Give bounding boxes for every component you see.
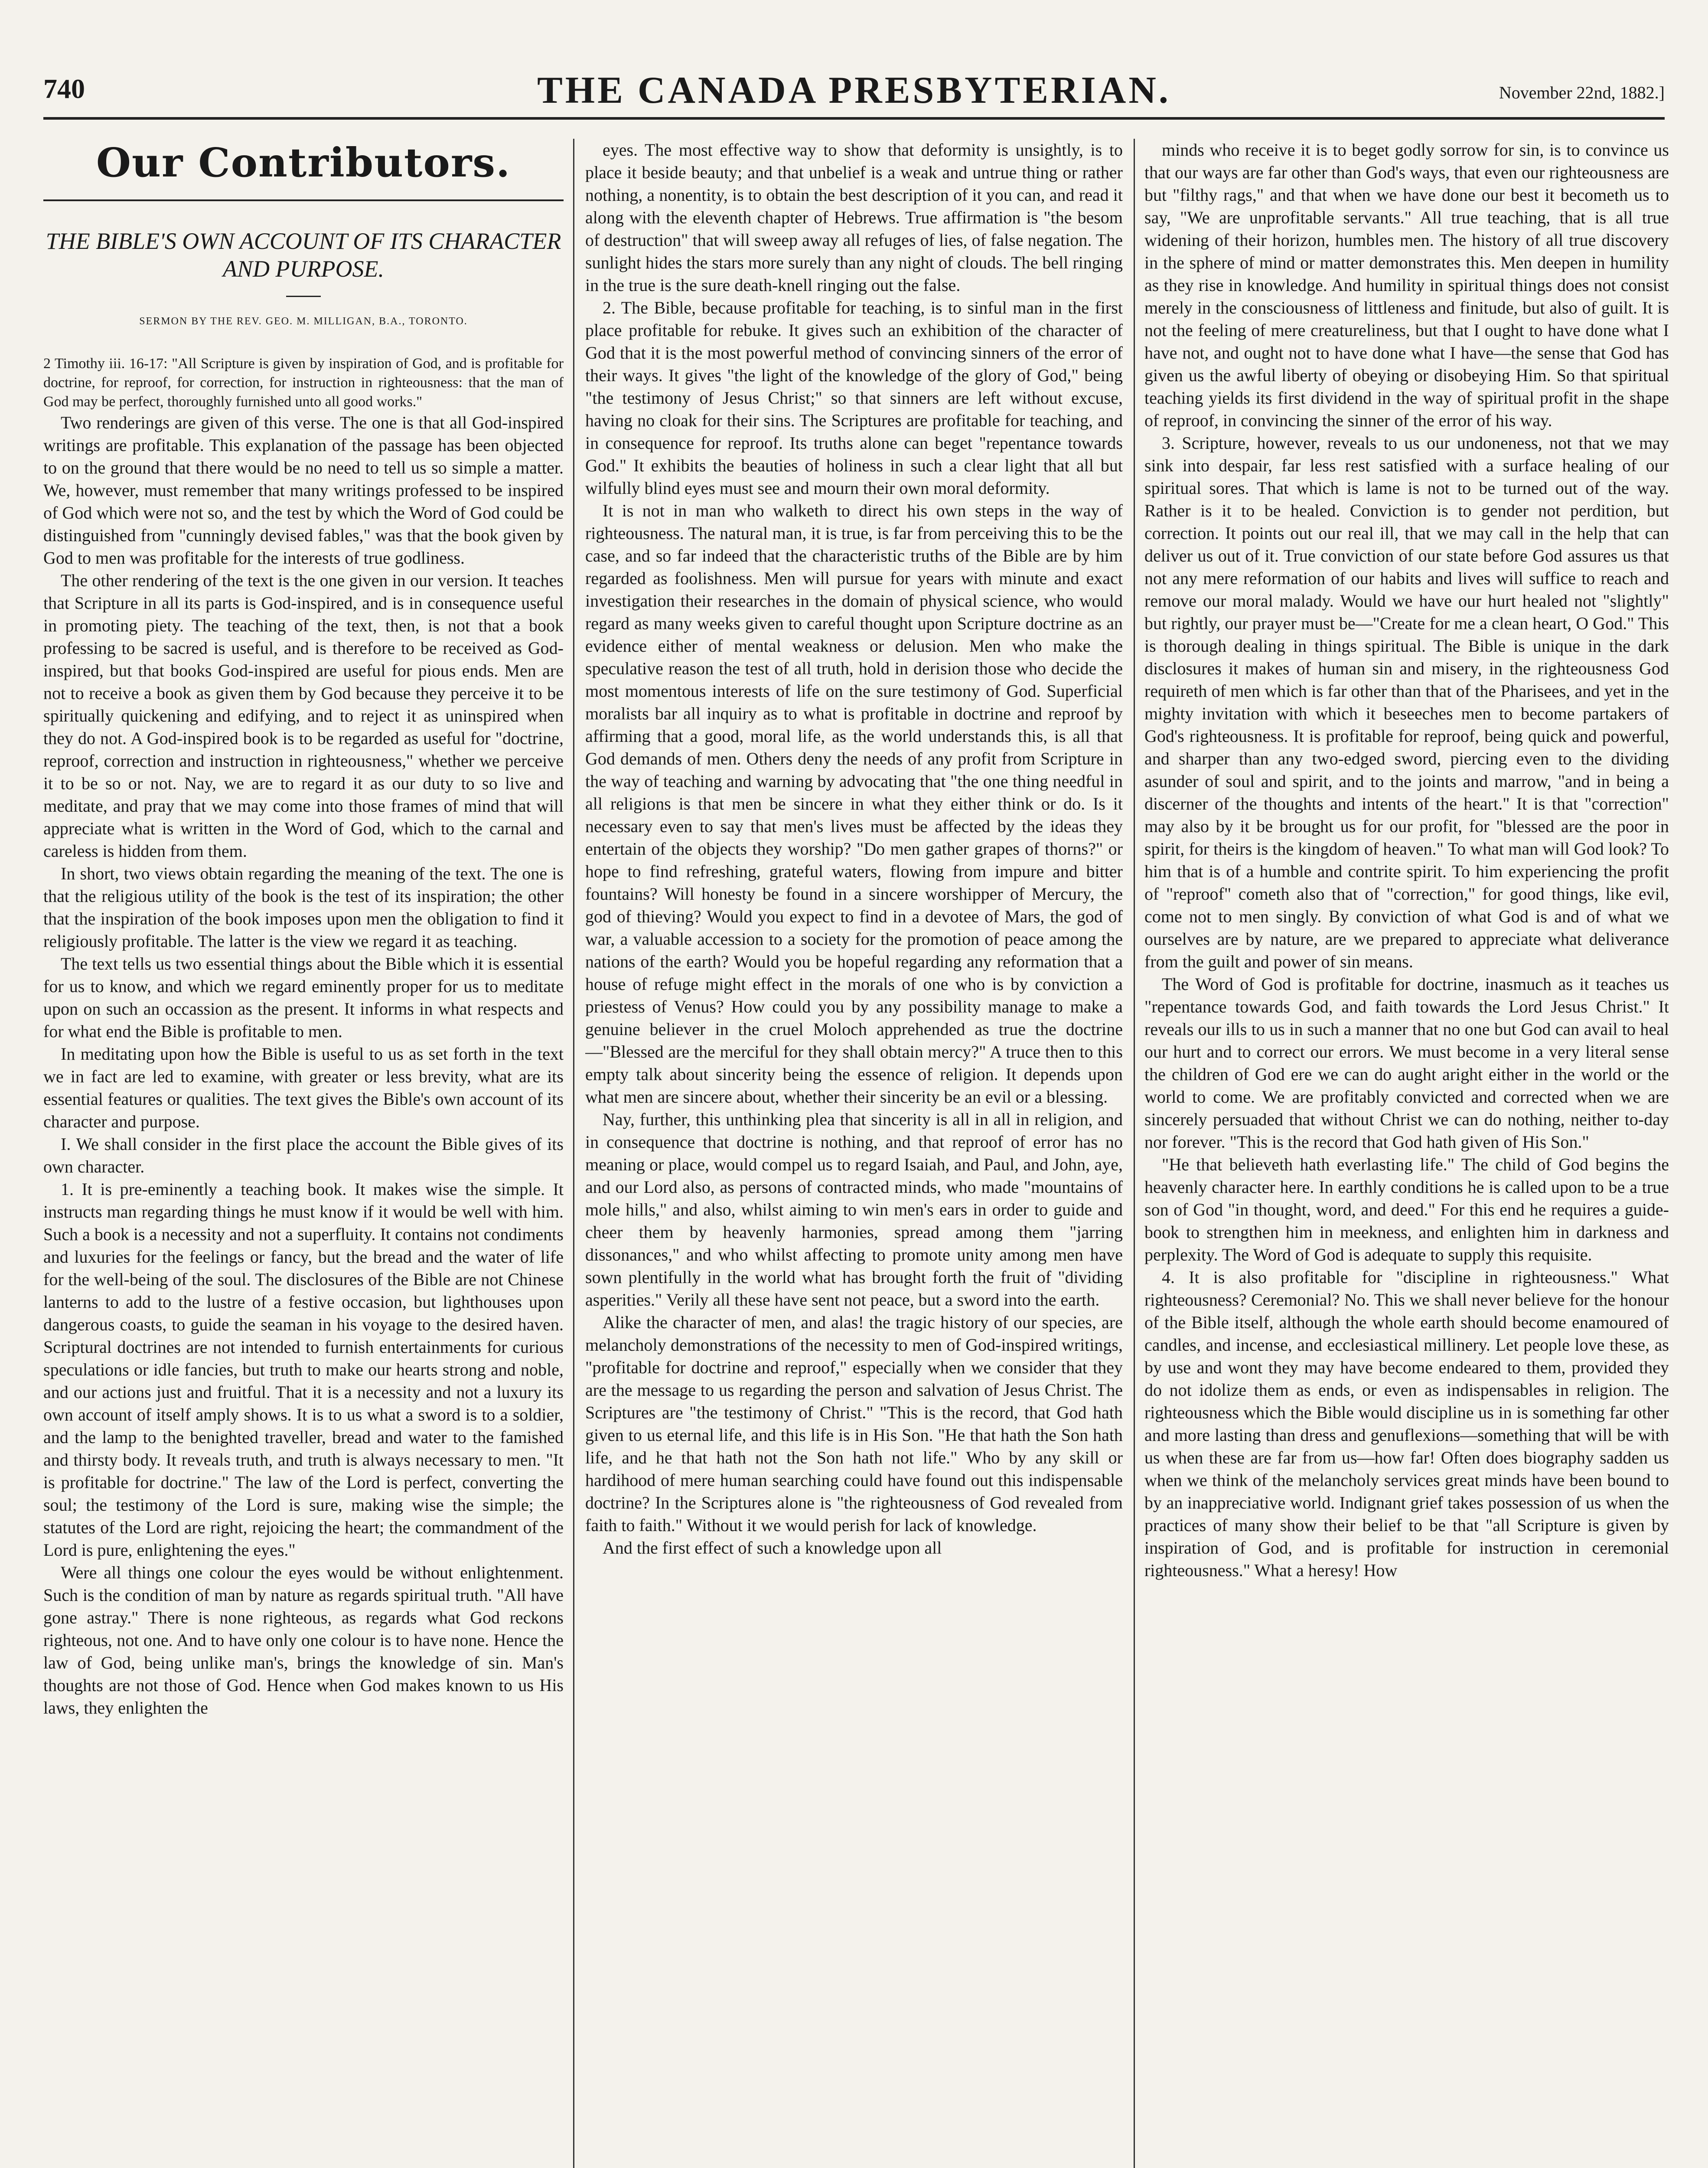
department-heading: Our Contributors.: [96, 139, 511, 186]
paragraph: In meditating upon how the Bible is useful to us as set forth in the text we in fact are led to examine, with greater or less brevity, what are its essential features or qualities. The text gives the Bible's own account of its character and purpose.: [43, 1044, 564, 1131]
paragraph: eyes. The most effective way to show that deformity is unsightly, is to place it beside beauty; and that unbelief is a weak and untrue thing or rather nothing, a nonentity, is to obtain the best description of it you can, and read it along with the eleventh chapter of Hebrews. True affirmation is "the besom of destruction" that will sweep away all refuges of lies, of false negation. The sunlight hides the stars more surely than any night of clouds. The bell ringing in the true is the sure death-knell ringing out the false.: [585, 140, 1123, 295]
divider: [286, 296, 321, 297]
paragraph: 3. Scripture, however, reveals to us our undoneness, not that we may sink into despair, far less rest satisfied with a surface healing of our spiritual sores. That which is lame is not to be turned out of the way. Rather is it to be healed. Conviction is to gender not perdition, but correction. It points out our real ill, that we may call in the help that can deliver us out of it. True conviction of our state before God assures us that not any mere reformation of our habits and lives will suffice to reach and remove our moral malady. Would we have our hurt healed not "slightly" but rightly, our prayer must be—"Create for me a clean heart, O God." This is thorough dealing in things spiritual. The Bible is unique in the dark disclosures it makes of human sin and misery, in the righteousness God requireth of men which is far other than that of the Pharisees, and yet in the mighty invitation with which it beseeches men to become partakers of God's righteousness. It is profitable for reproof, being quick and powerful, and sharper than any two-edged sword, piercing even to the dividing asunder of soul and spirit, and to the joints and marrow, "and in being a discerner of the thoughts and intents of the heart." It is that "correction" may also by it be brought us for our profit, for "blessed are the poor in spirit, for theirs is the kingdom of heaven." To what man will God look? To him that is of a humble and contrite spirit. To him experiencing the profit of "reproof" cometh also that of "correction," for good things, like evil, come not to men singly. By conviction of what God is and of what we ourselves are by nature, are we prepared to appreciate what deliverance from the guilt and power of sin means.: [1144, 433, 1669, 971]
scripture-text: 2 Timothy iii. 16-17: "All Scripture is given by inspiration of God, and is profitable for doctrine, for reproof, for correction, for instruction in righteousness: that the man of God may be perfect, thoroughly furnished unto all good works.": [43, 356, 564, 410]
column-rule: [573, 139, 574, 2168]
paragraph: It is not in man who walketh to direct his own steps in the way of righteousness. The natural man, it is true, is far from perceiving this to be the case, and so far indeed that the characteristic truths of the Bible are by him regarded as foolishness. Men will pursue for years with minute and exact investigation their researches in the domain of physical science, who would regard as many weeks given to careful thought upon Scripture doctrine as an evidence either of mental weakness or delusion. Men who make the speculative reason the test of all truth, hold in derision those who decide the most momentous interests of life on the sure testimony of God. Superficial moralists bar all inquiry as to what is profitable in doctrine and reproof by affirming that a good, moral life, as the world understands this, is all that God demands of men. Others deny the needs of any profit from Scripture in the way of teaching and warning by advocating that "the one thing needful in all religions is that men be sincere in what they either think or do. Is it necessary even to say that men's lives must be affected by the ideas they entertain of the objects they worship? "Do men gather grapes of thorns?" or hope to find refreshing, grateful waters, flowing from impure and bitter fountains? Will honesty be found in a sincere worshipper of Mercury, the god of thieving? Would you expect to find in a devotee of Mars, the god of war, a valuable accession to a society for the promotion of peace among the nations of the earth? Would you be hopeful regarding any reformation that a house of refuge might effect in the morals of one who is by conviction a priestess of Venus? How could you by any possibility manage to make a genuine believer in the cruel Moloch apprehended as true the doctrine—"Blessed are the merciful for they shall obtain mercy?" A truce then to this empty talk about sincerity being the essence of religion. It depends upon what men are sincere about, whether their sincerity be an evil or a blessing.: [585, 501, 1123, 1107]
column-3-body: [1144, 139, 1669, 1582]
column-1-body: [43, 411, 564, 1719]
divider: [43, 199, 564, 201]
paragraph: In short, two views obtain regarding the meaning of the text. The one is that the religious utility of the book is the test of its inspiration; the other that the inspiration of the book imposes upon men the obligation to find it religiously profitable. The latter is the view we regard it as teaching.: [43, 864, 564, 951]
article-byline: SERMON BY THE REV. GEO. M. MILLIGAN, B.A., TORONTO.: [139, 316, 468, 327]
column-1: [43, 139, 564, 2168]
paragraph: 4. It is also profitable for "discipline in righteousness." What righteousness? Ceremonial? No. This we shall never believe for the honour of the Bible itself, although the whole earth should become enamoured of candles, and incense, and ecclesiastical millinery. Let people love these, as by use and wont they may have become endeared to them, provided they do not idolize them as ends, or even as indispensables in religion. The righteousness which the Bible would discipline us in is something far other and more lasting than dress and genuflexions—something that will be with us when these are far from us—how far! Often does biography sadden us when we think of the melancholy services great minds have been bound to by an inappreciative world. Indignant grief takes possession of us when the practices of many show their belief to be that "all Scripture is given by inspiration of God, and is profitable for instruction in ceremonial righteousness." What a heresy! How: [1144, 1267, 1669, 1580]
paragraph: The other rendering of the text is the one given in our version. It teaches that Scripture in all its parts is God-inspired, and is in consequence useful in promoting piety. The teaching of the text, then, is not that a book professing to be sacred is useful, and is therefore to be received as God-inspired, but that books God-inspired are useful for pious ends. Men are not to receive a book as given them by God because they perceive it to be spiritually quickening and edifying, and to reject it as uninspired when they do not. A God-inspired book is to be regarded as useful for "doctrine, reproof, correction and instruction in righteousness," whether we perceive it to be so or not. Nay, we are to regard it as our duty to so live and meditate, and pray that we may come into those frames of mind that will appreciate what is written in the Word of God, which to the carnal and careless is hidden from them.: [43, 571, 564, 861]
column-3: [1144, 139, 1669, 2168]
column-2: [585, 139, 1123, 2168]
paragraph: Two renderings are given of this verse. The one is that all God-inspired writings are profitable. This explanation of the passage has been objected to on the ground that there would be no need to tell us so simple a matter. We, however, must remember that many writings professed to be inspired of God which were not so, and the test by which the Word of God could be distinguished from "cunningly devised fables," was that the book given by God to men was profitable for the interests of true godliness.: [43, 413, 564, 568]
column-2-body: [585, 139, 1123, 1559]
publication-title: THE CANADA PRESBYTERIAN.: [537, 69, 1171, 111]
issue-date: November 22nd, 1882.]: [1499, 83, 1665, 102]
paragraph: Were all things one colour the eyes would be without enlightenment. Such is the condition of man by nature as regards spiritual truth. "All have gone astray." There is none righteous, as regards what God reckons righteous, not one. And to have only one colour is to have none. Hence the law of God, being unlike man's, brings the knowledge of sin. Man's thoughts are not those of God. Hence when God makes known to us His laws, they enlighten the: [43, 1563, 564, 1717]
paragraph: minds who receive it is to beget godly sorrow for sin, is to convince us that our ways are far other than God's ways, that even our righteousness are but "filthy rags," and that when we have done our best it becometh us to say, "We are unprofitable servants." All true teaching, that is all true widening of their horizon, humbles men. The history of all true discovery in the sphere of mind or matter demonstrates this. Men deepen in humility as they rise in knowledge. And humility in spiritual things does not consist merely in the consciousness of littleness and finitude, but also of guilt. It is not the feeling of mere creatureliness, but that I ought to have done what I have not, and ought not to have done what I have—the sense that God has given us the awful liberty of obeying or disobeying Him. So that spiritual teaching yields its first dividend in the way of spiritual profit in the shape of reproof, in convincing the sinner of the error of his way.: [1144, 140, 1669, 430]
paragraph: 2. The Bible, because profitable for teaching, is to sinful man in the first place profitable for rebuke. It gives such an exhibition of the character of God that it is the most powerful method of convincing sinners of the error of their ways. It gives "the light of the knowledge of the glory of God," being "the testimony of Jesus Christ;" so that sinners are left without excuse, having no cloak for their sins. The Scriptures are profitable for teaching, and in consequence for reproof. Its truths alone can beget "repentance towards God." It exhibits the beauties of holiness in such a clear light that all but wilfully blind eyes must see and mourn their own moral deformity.: [585, 298, 1123, 498]
paragraph: 1. It is pre-eminently a teaching book. It makes wise the simple. It instructs man regarding things he must know if it would be well with him. Such a book is a necessity and not a superfluity. It contains not condiments and luxuries for the feelings or fancy, but the bread and the water of life for the well-being of the soul. The disclosures of the Bible are not Chinese lanterns to add to the lustre of a festive occasion, but lighthouses upon dangerous coasts, to guide the seaman in his voyage to the desired haven. Scriptural doctrines are not intended to furnish entertainments for curious speculations or idle fancies, but truth to make our hearts strong and noble, and our actions just and fruitful. That it is a necessity and not a luxury its own account of itself amply shows. It is to us what a sword is to a soldier, and the lamp to the benighted traveller, bread and water to the famished and thirsty body. It reveals truth, and truth is always necessary to men. "It is profitable for doctrine." The law of the Lord is perfect, converting the soul; the testimony of the Lord is sure, making wise the simple; the statutes of the Lord are right, rejoicing the heart; the commandment of the Lord is pure, enlightening the eyes.": [43, 1179, 564, 1560]
paragraph: The Word of God is profitable for doctrine, inasmuch as it teaches us "repentance towards God, and faith towards the Lord Jesus Christ." It reveals our ills to us in such a manner that no one but God can avail to heal our hurt and to correct our errors. We must become in a very literal sense the children of God ere we can do aught aright either in the world or the world to come. We are profitably convicted and corrected when we are sincerely persuaded that without Christ we can do nothing, neither to-day nor forever. "This is the record that God hath given of His Son.": [1144, 974, 1669, 1152]
paragraph: Nay, further, this unthinking plea that sincerity is all in all in religion, and in consequence that doctrine is nothing, and that reproof of error has no meaning or place, would compel us to regard Isaiah, and Paul, and John, aye, and our Lord also, as persons of contracted minds, who made "mountains of mole hills," and also, whilst aiming to win men's ears in order to guide and cheer them by heavenly harmonies, spread among them "jarring dissonances," and who whilst affecting to promote unity among men have sown plentifully in the world what has brought forth the fruit of "dividing asperities." Verily all these have sent not peace, but a sword into the earth.: [585, 1110, 1123, 1309]
paragraph: "He that believeth hath everlasting life." The child of God begins the heavenly character here. In earthly conditions he is called upon to be a true son of God "in thought, word, and deed." For this end he requires a guide-book to strengthen him in meekness, and enlighten him in darkness and perplexity. The Word of God is adequate to supply this requisite.: [1144, 1155, 1669, 1264]
column-rule: [1134, 139, 1135, 2168]
article-title: THE BIBLE'S OWN ACCOUNT OF ITS CHARACTER AND PURPOSE.: [46, 228, 561, 282]
paragraph: And the first effect of such a knowledge upon all: [603, 1538, 942, 1557]
masthead: [43, 65, 1665, 120]
paragraph: I. We shall consider in the first place the account the Bible gives of its own character.: [43, 1134, 564, 1176]
page-number: 740: [43, 73, 85, 104]
paragraph: Alike the character of men, and alas! the tragic history of our species, are melancholy demonstrations of the necessity to men of God-inspired writings, "profitable for doctrine and reproof," especially when we consider that they are the message to us regarding the person and salvation of Jesus Christ. The Scriptures are "the testimony of Christ." "This is the record, that God hath given to us eternal life, and this life is in His Son. "He that hath the Son hath life, and he that hath not the Son hath not life." Who by any skill or hardihood of mere human searching could have found out this indispensable doctrine? In the Scriptures alone is "the righteousness of God revealed from faith to faith." Without it we would perish for lack of knowledge.: [585, 1313, 1123, 1535]
paragraph: The text tells us two essential things about the Bible which it is essential for us to know, and which we regard eminently proper for us to meditate upon on such an occassion as the present. It informs in what respects and for what end the Bible is profitable to men.: [43, 954, 564, 1041]
